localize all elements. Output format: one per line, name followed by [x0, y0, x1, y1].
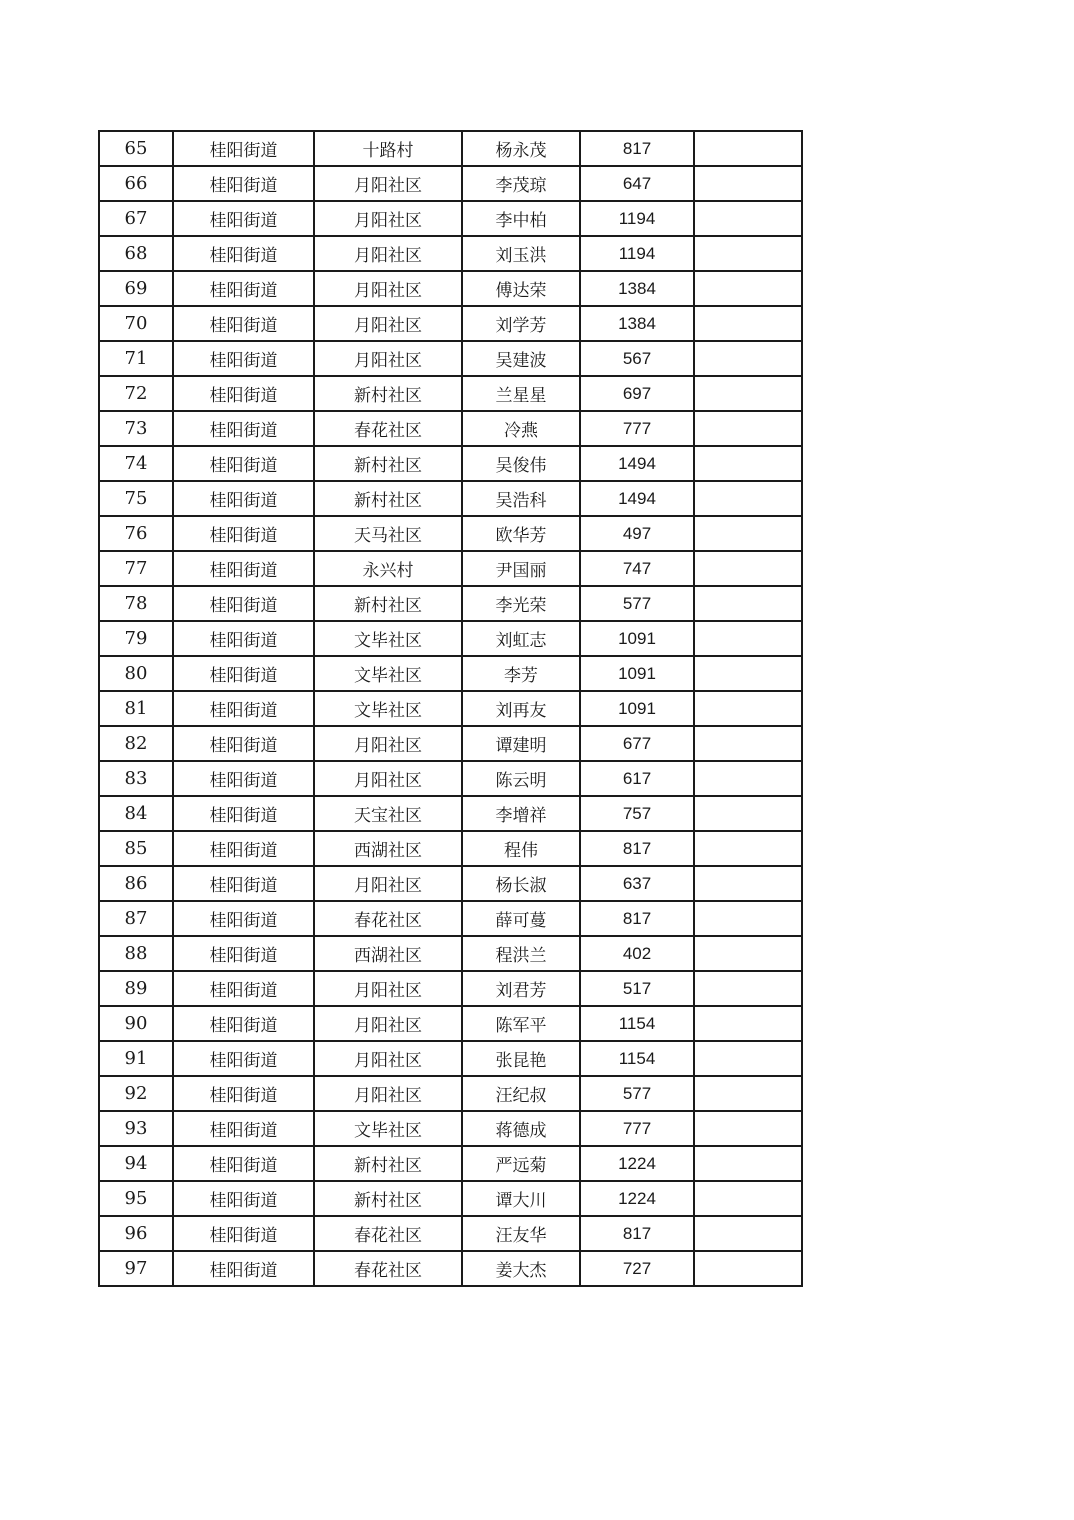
person-name-cell: 薛可蔓 — [462, 901, 580, 936]
street-cell: 桂阳街道 — [173, 1006, 314, 1041]
amount-cell: 1384 — [580, 271, 694, 306]
person-name-cell: 李中柏 — [462, 201, 580, 236]
amount-cell: 1091 — [580, 656, 694, 691]
table-row — [99, 656, 802, 691]
street-cell: 桂阳街道 — [173, 516, 314, 551]
amount-cell: 1154 — [580, 1041, 694, 1076]
street-cell: 桂阳街道 — [173, 586, 314, 621]
street-cell: 桂阳街道 — [173, 1146, 314, 1181]
street-cell: 桂阳街道 — [173, 621, 314, 656]
amount-cell: 1091 — [580, 691, 694, 726]
row-number-cell: 92 — [99, 1076, 173, 1111]
community-cell: 春花社区 — [314, 411, 462, 446]
person-name-cell: 吴浩科 — [462, 481, 580, 516]
person-name-cell: 严远菊 — [462, 1146, 580, 1181]
street-cell: 桂阳街道 — [173, 796, 314, 831]
table-row — [99, 1251, 802, 1286]
person-name-cell: 吴建波 — [462, 341, 580, 376]
table-row — [99, 621, 802, 656]
remark-cell — [694, 901, 802, 936]
amount-cell: 697 — [580, 376, 694, 411]
amount-cell: 1224 — [580, 1181, 694, 1216]
remark-cell — [694, 376, 802, 411]
table-row — [99, 166, 802, 201]
street-cell: 桂阳街道 — [173, 481, 314, 516]
street-cell: 桂阳街道 — [173, 726, 314, 761]
table-row — [99, 516, 802, 551]
person-name-cell: 刘学芳 — [462, 306, 580, 341]
community-cell: 新村社区 — [314, 446, 462, 481]
community-cell: 西湖社区 — [314, 831, 462, 866]
remark-cell — [694, 586, 802, 621]
remark-cell — [694, 866, 802, 901]
amount-cell: 777 — [580, 1111, 694, 1146]
street-cell: 桂阳街道 — [173, 971, 314, 1006]
table-row — [99, 1216, 802, 1251]
community-cell: 月阳社区 — [314, 866, 462, 901]
amount-cell: 1091 — [580, 621, 694, 656]
community-cell: 新村社区 — [314, 1181, 462, 1216]
amount-cell: 1194 — [580, 236, 694, 271]
row-number-cell: 93 — [99, 1111, 173, 1146]
table-row — [99, 831, 802, 866]
street-cell: 桂阳街道 — [173, 1111, 314, 1146]
street-cell: 桂阳街道 — [173, 376, 314, 411]
row-number-cell: 80 — [99, 656, 173, 691]
street-cell: 桂阳街道 — [173, 656, 314, 691]
table-row — [99, 1181, 802, 1216]
community-cell: 文毕社区 — [314, 1111, 462, 1146]
table-row — [99, 971, 802, 1006]
row-number-cell: 81 — [99, 691, 173, 726]
remark-cell — [694, 1146, 802, 1181]
amount-cell: 647 — [580, 166, 694, 201]
remark-cell — [694, 1006, 802, 1041]
remark-cell — [694, 796, 802, 831]
amount-cell: 577 — [580, 586, 694, 621]
remark-cell — [694, 131, 802, 166]
row-number-cell: 70 — [99, 306, 173, 341]
amount-cell: 727 — [580, 1251, 694, 1286]
person-name-cell: 傅达荣 — [462, 271, 580, 306]
row-number-cell: 91 — [99, 1041, 173, 1076]
row-number-cell: 96 — [99, 1216, 173, 1251]
table-row — [99, 761, 802, 796]
remark-cell — [694, 936, 802, 971]
person-name-cell: 程洪兰 — [462, 936, 580, 971]
amount-cell: 817 — [580, 131, 694, 166]
person-name-cell: 尹国丽 — [462, 551, 580, 586]
row-number-cell: 74 — [99, 446, 173, 481]
amount-cell: 1494 — [580, 446, 694, 481]
street-cell: 桂阳街道 — [173, 271, 314, 306]
table-row — [99, 936, 802, 971]
row-number-cell: 73 — [99, 411, 173, 446]
row-number-cell: 90 — [99, 1006, 173, 1041]
row-number-cell: 79 — [99, 621, 173, 656]
row-number-cell: 86 — [99, 866, 173, 901]
table-row — [99, 201, 802, 236]
amount-cell: 637 — [580, 866, 694, 901]
row-number-cell: 85 — [99, 831, 173, 866]
amount-cell: 757 — [580, 796, 694, 831]
remark-cell — [694, 551, 802, 586]
row-number-cell: 87 — [99, 901, 173, 936]
community-cell: 新村社区 — [314, 481, 462, 516]
remark-cell — [694, 306, 802, 341]
amount-cell: 1154 — [580, 1006, 694, 1041]
person-name-cell: 姜大杰 — [462, 1251, 580, 1286]
table-row — [99, 866, 802, 901]
remark-cell — [694, 1216, 802, 1251]
row-number-cell: 84 — [99, 796, 173, 831]
table-row — [99, 271, 802, 306]
amount-cell: 777 — [580, 411, 694, 446]
person-name-cell: 张昆艳 — [462, 1041, 580, 1076]
person-name-cell: 汪友华 — [462, 1216, 580, 1251]
row-number-cell: 67 — [99, 201, 173, 236]
table-row — [99, 1041, 802, 1076]
community-cell: 月阳社区 — [314, 971, 462, 1006]
community-cell: 月阳社区 — [314, 726, 462, 761]
person-name-cell: 刘玉洪 — [462, 236, 580, 271]
remark-cell — [694, 446, 802, 481]
community-cell: 西湖社区 — [314, 936, 462, 971]
remark-cell — [694, 1041, 802, 1076]
table-row — [99, 1111, 802, 1146]
table-row — [99, 1076, 802, 1111]
amount-cell: 567 — [580, 341, 694, 376]
amount-cell: 402 — [580, 936, 694, 971]
street-cell: 桂阳街道 — [173, 691, 314, 726]
row-number-cell: 71 — [99, 341, 173, 376]
table-row — [99, 131, 802, 166]
data-table — [98, 130, 803, 1287]
street-cell: 桂阳街道 — [173, 761, 314, 796]
remark-cell — [694, 831, 802, 866]
person-name-cell: 程伟 — [462, 831, 580, 866]
row-number-cell: 88 — [99, 936, 173, 971]
remark-cell — [694, 691, 802, 726]
row-number-cell: 68 — [99, 236, 173, 271]
street-cell: 桂阳街道 — [173, 1216, 314, 1251]
community-cell: 春花社区 — [314, 1216, 462, 1251]
table-row — [99, 341, 802, 376]
person-name-cell: 陈军平 — [462, 1006, 580, 1041]
table-row — [99, 1146, 802, 1181]
table-row — [99, 411, 802, 446]
table-row — [99, 481, 802, 516]
amount-cell: 617 — [580, 761, 694, 796]
amount-cell: 817 — [580, 901, 694, 936]
table-row — [99, 236, 802, 271]
remark-cell — [694, 761, 802, 796]
table-row — [99, 306, 802, 341]
community-cell: 新村社区 — [314, 1146, 462, 1181]
community-cell: 天马社区 — [314, 516, 462, 551]
remark-cell — [694, 1076, 802, 1111]
community-cell: 十路村 — [314, 131, 462, 166]
person-name-cell: 刘虹志 — [462, 621, 580, 656]
remark-cell — [694, 656, 802, 691]
table-row — [99, 446, 802, 481]
person-name-cell: 杨长淑 — [462, 866, 580, 901]
street-cell: 桂阳街道 — [173, 936, 314, 971]
remark-cell — [694, 166, 802, 201]
remark-cell — [694, 1251, 802, 1286]
community-cell: 天宝社区 — [314, 796, 462, 831]
row-number-cell: 69 — [99, 271, 173, 306]
person-name-cell: 冷燕 — [462, 411, 580, 446]
row-number-cell: 89 — [99, 971, 173, 1006]
amount-cell: 497 — [580, 516, 694, 551]
remark-cell — [694, 621, 802, 656]
person-name-cell: 刘再友 — [462, 691, 580, 726]
remark-cell — [694, 341, 802, 376]
amount-cell: 747 — [580, 551, 694, 586]
community-cell: 永兴村 — [314, 551, 462, 586]
remark-cell — [694, 411, 802, 446]
person-name-cell: 杨永茂 — [462, 131, 580, 166]
amount-cell: 817 — [580, 1216, 694, 1251]
table-row — [99, 726, 802, 761]
remark-cell — [694, 271, 802, 306]
row-number-cell: 75 — [99, 481, 173, 516]
row-number-cell: 77 — [99, 551, 173, 586]
community-cell: 月阳社区 — [314, 271, 462, 306]
person-name-cell: 吴俊伟 — [462, 446, 580, 481]
amount-cell: 677 — [580, 726, 694, 761]
community-cell: 月阳社区 — [314, 1076, 462, 1111]
community-cell: 文毕社区 — [314, 656, 462, 691]
street-cell: 桂阳街道 — [173, 1251, 314, 1286]
community-cell: 月阳社区 — [314, 341, 462, 376]
community-cell: 月阳社区 — [314, 306, 462, 341]
community-cell: 月阳社区 — [314, 166, 462, 201]
person-name-cell: 刘君芳 — [462, 971, 580, 1006]
person-name-cell: 欧华芳 — [462, 516, 580, 551]
table-row — [99, 796, 802, 831]
community-cell: 月阳社区 — [314, 1006, 462, 1041]
row-number-cell: 83 — [99, 761, 173, 796]
row-number-cell: 66 — [99, 166, 173, 201]
street-cell: 桂阳街道 — [173, 306, 314, 341]
person-name-cell: 蒋德成 — [462, 1111, 580, 1146]
street-cell: 桂阳街道 — [173, 131, 314, 166]
remark-cell — [694, 726, 802, 761]
community-cell: 文毕社区 — [314, 691, 462, 726]
street-cell: 桂阳街道 — [173, 236, 314, 271]
remark-cell — [694, 481, 802, 516]
street-cell: 桂阳街道 — [173, 446, 314, 481]
person-name-cell: 李茂琼 — [462, 166, 580, 201]
person-name-cell: 李芳 — [462, 656, 580, 691]
remark-cell — [694, 1111, 802, 1146]
amount-cell: 1224 — [580, 1146, 694, 1181]
amount-cell: 517 — [580, 971, 694, 1006]
person-name-cell: 谭建明 — [462, 726, 580, 761]
person-name-cell: 汪纪叔 — [462, 1076, 580, 1111]
community-cell: 新村社区 — [314, 586, 462, 621]
community-cell: 月阳社区 — [314, 236, 462, 271]
amount-cell: 1384 — [580, 306, 694, 341]
amount-cell: 577 — [580, 1076, 694, 1111]
remark-cell — [694, 1181, 802, 1216]
row-number-cell: 76 — [99, 516, 173, 551]
person-name-cell: 陈云明 — [462, 761, 580, 796]
row-number-cell: 97 — [99, 1251, 173, 1286]
street-cell: 桂阳街道 — [173, 551, 314, 586]
street-cell: 桂阳街道 — [173, 411, 314, 446]
community-cell: 文毕社区 — [314, 621, 462, 656]
community-cell: 春花社区 — [314, 901, 462, 936]
street-cell: 桂阳街道 — [173, 831, 314, 866]
row-number-cell: 95 — [99, 1181, 173, 1216]
community-cell: 月阳社区 — [314, 201, 462, 236]
community-cell: 新村社区 — [314, 376, 462, 411]
table-body — [99, 131, 802, 1286]
street-cell: 桂阳街道 — [173, 866, 314, 901]
street-cell: 桂阳街道 — [173, 341, 314, 376]
amount-cell: 1494 — [580, 481, 694, 516]
table-row — [99, 586, 802, 621]
row-number-cell: 82 — [99, 726, 173, 761]
remark-cell — [694, 516, 802, 551]
remark-cell — [694, 236, 802, 271]
row-number-cell: 65 — [99, 131, 173, 166]
table-row — [99, 551, 802, 586]
person-name-cell: 李增祥 — [462, 796, 580, 831]
street-cell: 桂阳街道 — [173, 201, 314, 236]
remark-cell — [694, 971, 802, 1006]
table-row — [99, 691, 802, 726]
amount-cell: 1194 — [580, 201, 694, 236]
community-cell: 春花社区 — [314, 1251, 462, 1286]
street-cell: 桂阳街道 — [173, 901, 314, 936]
street-cell: 桂阳街道 — [173, 166, 314, 201]
person-name-cell: 兰星星 — [462, 376, 580, 411]
remark-cell — [694, 201, 802, 236]
table-row — [99, 376, 802, 411]
community-cell: 月阳社区 — [314, 1041, 462, 1076]
street-cell: 桂阳街道 — [173, 1041, 314, 1076]
community-cell: 月阳社区 — [314, 761, 462, 796]
row-number-cell: 72 — [99, 376, 173, 411]
row-number-cell: 94 — [99, 1146, 173, 1181]
table-row — [99, 901, 802, 936]
amount-cell: 817 — [580, 831, 694, 866]
street-cell: 桂阳街道 — [173, 1181, 314, 1216]
street-cell: 桂阳街道 — [173, 1076, 314, 1111]
row-number-cell: 78 — [99, 586, 173, 621]
person-name-cell: 李光荣 — [462, 586, 580, 621]
person-name-cell: 谭大川 — [462, 1181, 580, 1216]
table-row — [99, 1006, 802, 1041]
